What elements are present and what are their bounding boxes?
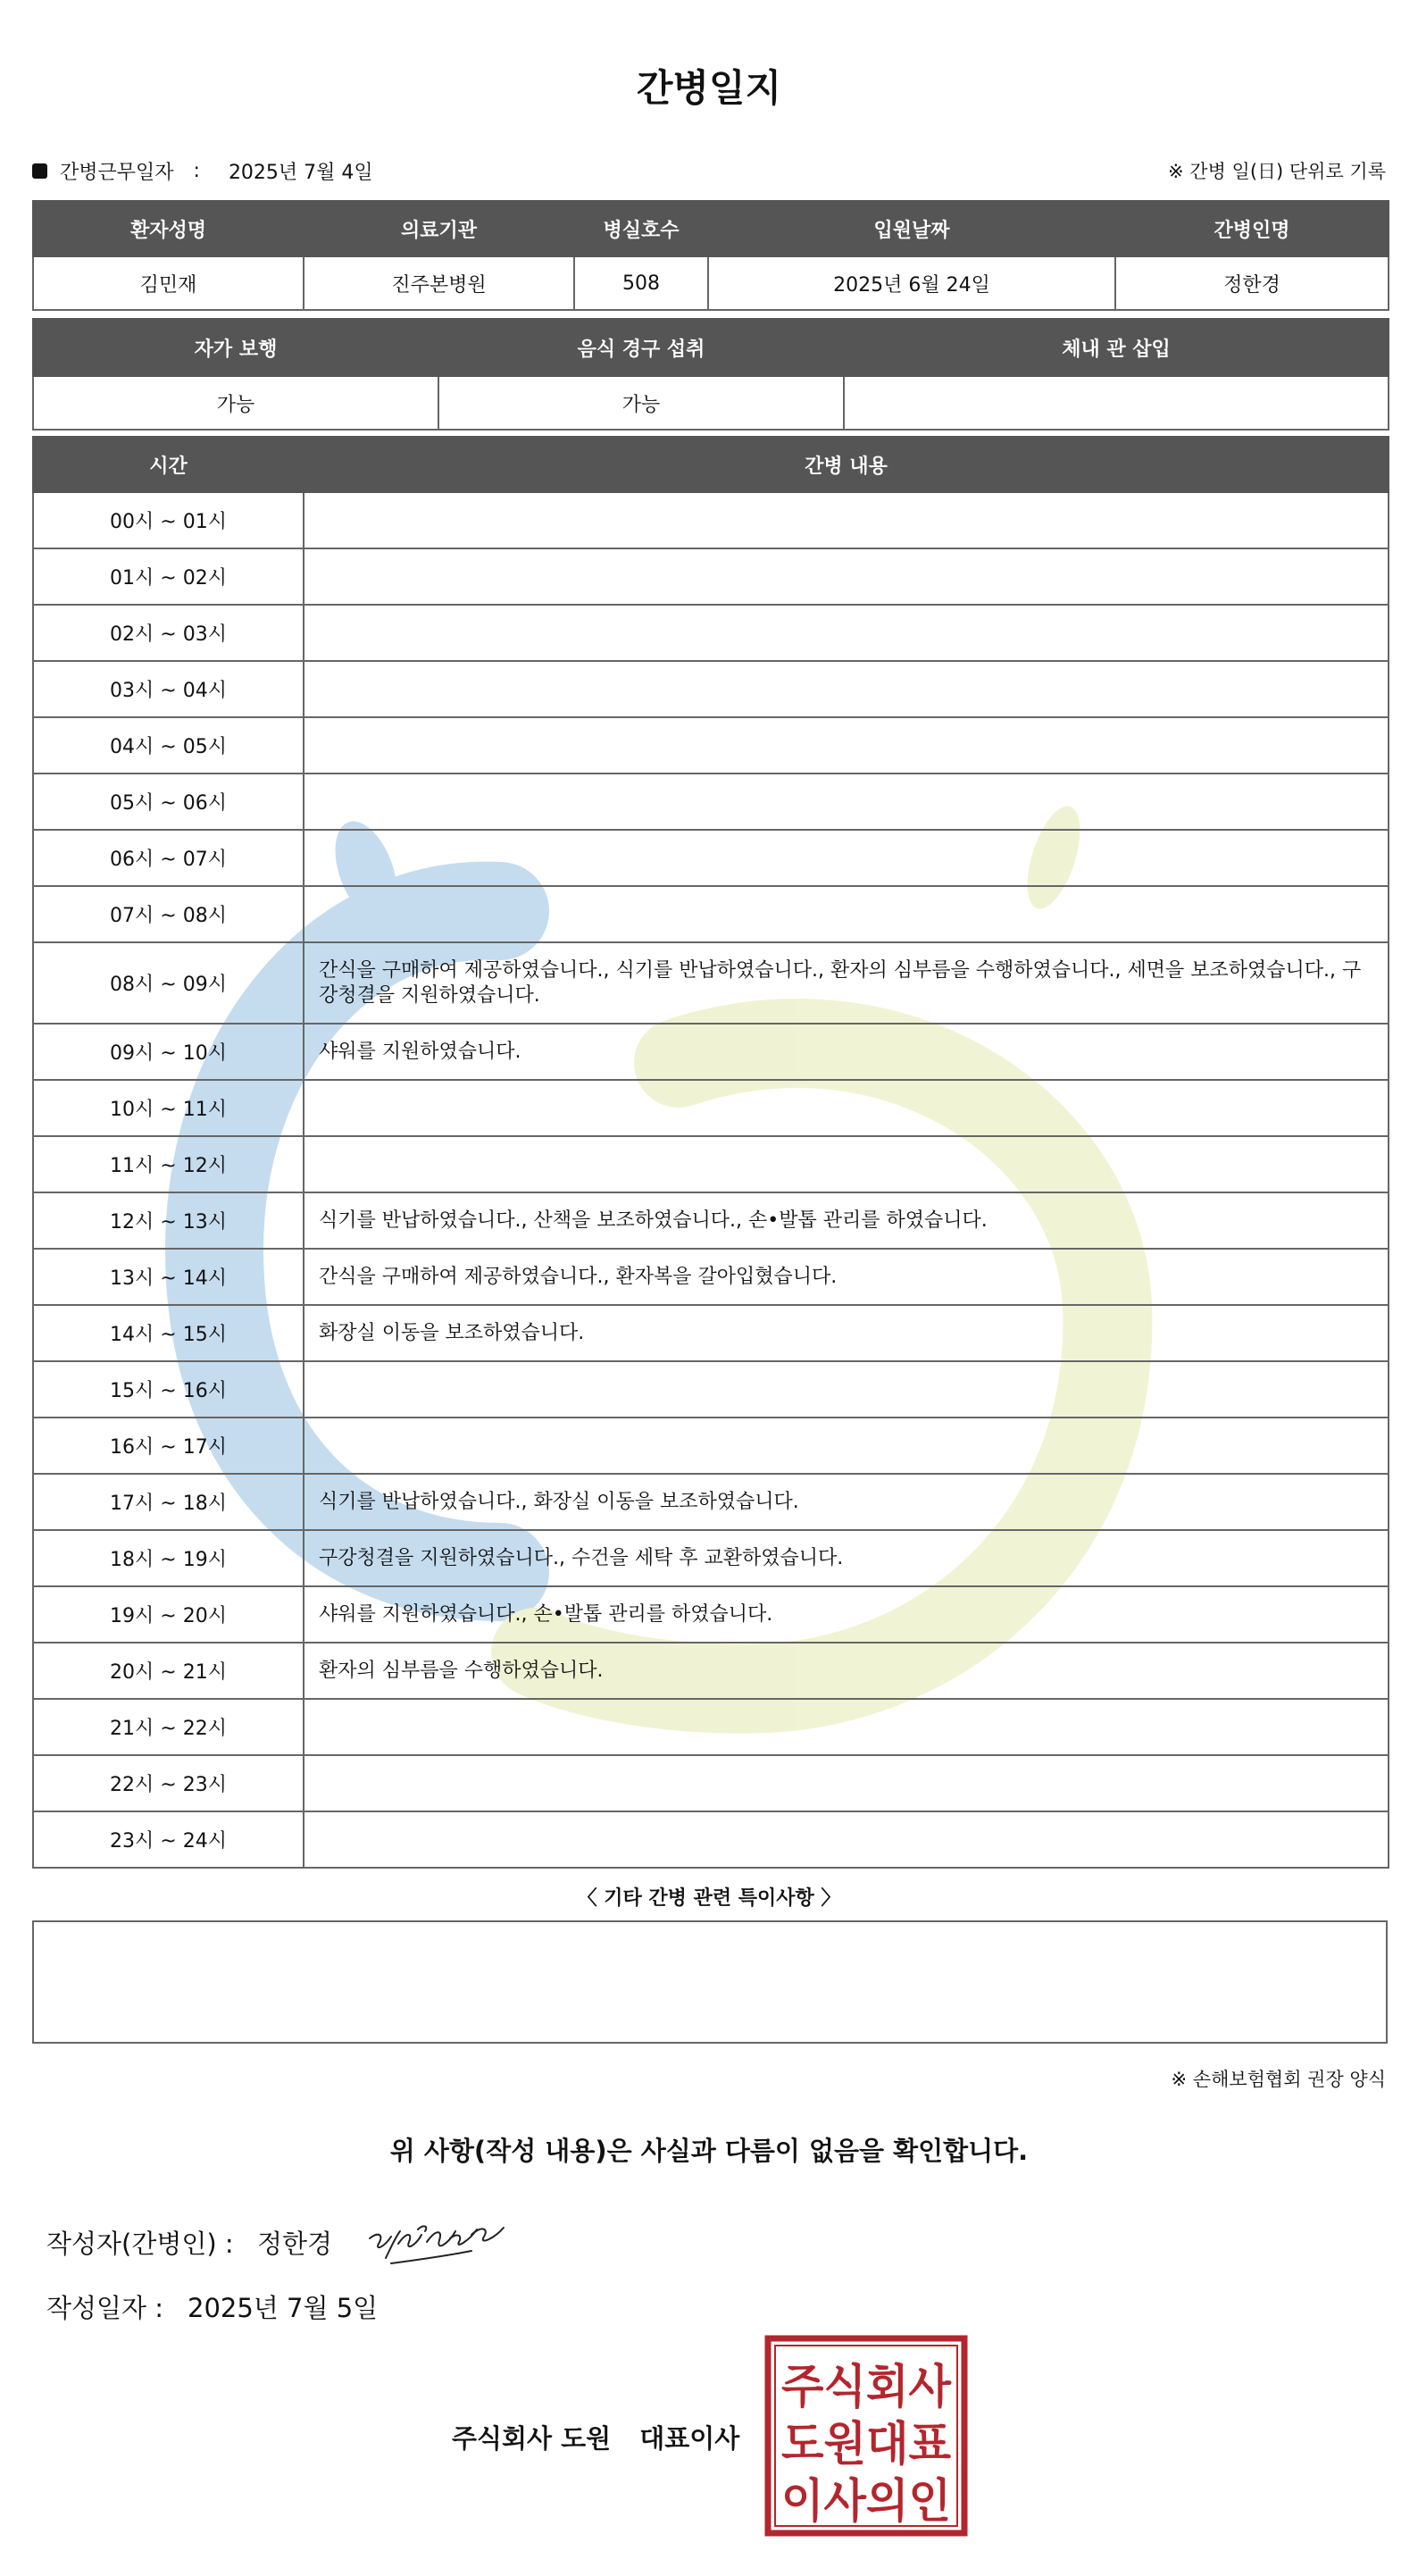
time-cell: 17시 ~ 18시 (33, 1474, 304, 1530)
table-row (33, 661, 1389, 717)
time-cell: 18시 ~ 19시 (33, 1530, 304, 1586)
ceo-title: 대표이사 (639, 2423, 740, 2454)
write-date-line (46, 2288, 378, 2325)
table-row (33, 830, 1389, 886)
header-tube-insertion: 체내 관 삽입 (844, 319, 1389, 376)
work-date-label: 간병근무일자 (60, 162, 174, 184)
write-date-value: 2025년 7월 5일 (188, 2293, 379, 2323)
svg-text:도원대표: 도원대표 (781, 2418, 951, 2471)
header-oral-intake: 음식 경구 섭취 (438, 319, 844, 376)
time-cell: 08시 ~ 09시 (33, 942, 304, 1024)
time-cell: 00시 ~ 01시 (33, 492, 304, 548)
work-date-value: 2025년 7월 4일 (228, 162, 373, 184)
content-cell: 식기를 반납하였습니다., 산책을 보조하였습니다., 손•발톱 관리를 하였습니다. (304, 1192, 1389, 1249)
header-caregiver: 간병인명 (1115, 201, 1389, 256)
caregiver-name: 정한경 (1115, 256, 1389, 310)
time-cell: 21시 ~ 22시 (33, 1699, 304, 1755)
company-name: 주식회사 도원 (452, 2423, 612, 2454)
writer-line (46, 2224, 332, 2261)
schedule-table (32, 436, 1389, 1869)
content-cell (304, 1136, 1389, 1192)
table-row (33, 1586, 1389, 1643)
content-cell (304, 661, 1389, 717)
content-cell: 환자의 심부름을 수행하였습니다. (304, 1643, 1389, 1699)
content-cell: 간식을 구매하여 제공하였습니다., 환자복을 갈아입혔습니다. (304, 1249, 1389, 1305)
content-cell (304, 1699, 1389, 1755)
time-cell: 02시 ~ 03시 (33, 605, 304, 661)
page-title: 간병일지 (636, 66, 782, 110)
record-note: ※ 간병 일(日) 단위로 기록 (1168, 161, 1386, 182)
content-cell (304, 1080, 1389, 1136)
writer-name: 정한경 (257, 2229, 333, 2259)
time-cell: 11시 ~ 12시 (33, 1136, 304, 1192)
oral-intake-value: 가능 (438, 376, 844, 430)
content-cell: 샤워를 지원하였습니다. (304, 1024, 1389, 1080)
work-date (32, 157, 373, 185)
content-cell: 샤워를 지원하였습니다., 손•발톱 관리를 하였습니다. (304, 1586, 1389, 1643)
table-row (33, 1024, 1389, 1080)
time-cell: 10시 ~ 11시 (33, 1080, 304, 1136)
content-cell: 식기를 반납하였습니다., 화장실 이동을 보조하였습니다. (304, 1474, 1389, 1530)
table-row (33, 492, 1389, 548)
content-cell (304, 717, 1389, 774)
handwritten-signature (364, 2212, 507, 2274)
room-number: 508 (574, 256, 708, 310)
work-date-separator: : (193, 160, 200, 182)
company-line (452, 2419, 739, 2455)
writer-label: 작성자(간병인) : (46, 2229, 234, 2259)
table-row (33, 1249, 1389, 1305)
admit-date: 2025년 6월 24일 (708, 256, 1115, 310)
header-self-walking: 자가 보행 (33, 319, 438, 376)
header-care-content: 간병 내용 (304, 437, 1389, 492)
self-walking-value: 가능 (33, 376, 438, 430)
content-cell (304, 605, 1389, 661)
time-cell: 20시 ~ 21시 (33, 1643, 304, 1699)
table-row (33, 1699, 1389, 1755)
header-time: 시간 (33, 437, 304, 492)
content-cell: 화장실 이동을 보조하였습니다. (304, 1305, 1389, 1361)
table-row (33, 1474, 1389, 1530)
confirmation-statement: 위 사항(작성 내용)은 사실과 다름이 없음을 확인합니다. (389, 2136, 1029, 2166)
content-cell (304, 1418, 1389, 1474)
table-row (33, 774, 1389, 830)
table-row (33, 1305, 1389, 1361)
table-row (33, 1418, 1389, 1474)
time-cell: 03시 ~ 04시 (33, 661, 304, 717)
time-cell: 06시 ~ 07시 (33, 830, 304, 886)
time-cell: 07시 ~ 08시 (33, 886, 304, 942)
special-notes-box (32, 1920, 1388, 2044)
time-cell: 12시 ~ 13시 (33, 1192, 304, 1249)
table-row (33, 1755, 1389, 1811)
header-admit-date: 입원날짜 (708, 201, 1115, 256)
content-cell (304, 774, 1389, 830)
content-cell (304, 1361, 1389, 1418)
content-cell: 간식을 구매하여 제공하였습니다., 식기를 반납하였습니다., 환자의 심부름을 수행하였습니다., 세면을 보조하였습니다., 구강청결을 지원하였습니다. (304, 942, 1389, 1024)
table-row (33, 605, 1389, 661)
patient-status-table (32, 318, 1389, 431)
content-cell (304, 1811, 1389, 1868)
header-room: 병실호수 (574, 201, 708, 256)
table-row (33, 1192, 1389, 1249)
time-cell: 15시 ~ 16시 (33, 1361, 304, 1418)
svg-text:이사의인: 이사의인 (781, 2475, 951, 2529)
time-cell: 09시 ~ 10시 (33, 1024, 304, 1080)
table-row (33, 1530, 1389, 1586)
time-cell: 13시 ~ 14시 (33, 1249, 304, 1305)
header-institution: 의료기관 (304, 201, 574, 256)
time-cell: 16시 ~ 17시 (33, 1418, 304, 1474)
bullet-square-icon (32, 163, 47, 179)
table-row (33, 717, 1389, 774)
company-seal-stamp (764, 2335, 968, 2537)
table-row (33, 1080, 1389, 1136)
table-row (33, 886, 1389, 942)
special-notes-title: 〈 기타 간병 관련 특이사항 〉 (577, 1887, 841, 1910)
table-row (33, 1361, 1389, 1418)
patient-info-table (32, 200, 1389, 311)
time-cell: 01시 ~ 02시 (33, 548, 304, 605)
content-cell (304, 492, 1389, 548)
content-cell (304, 830, 1389, 886)
time-cell: 05시 ~ 06시 (33, 774, 304, 830)
content-cell (304, 1755, 1389, 1811)
patient-name: 김민재 (33, 256, 304, 310)
write-date-label: 작성일자 : (46, 2293, 164, 2323)
svg-text:주식회사: 주식회사 (781, 2361, 952, 2414)
tube-insertion-value (844, 376, 1389, 430)
time-cell: 19시 ~ 20시 (33, 1586, 304, 1643)
time-cell: 23시 ~ 24시 (33, 1811, 304, 1868)
time-cell: 14시 ~ 15시 (33, 1305, 304, 1361)
table-row (33, 1811, 1389, 1868)
table-row (33, 548, 1389, 605)
time-cell: 22시 ~ 23시 (33, 1755, 304, 1811)
institution: 진주본병원 (304, 256, 574, 310)
table-row (33, 1643, 1389, 1699)
time-cell: 04시 ~ 05시 (33, 717, 304, 774)
form-source-note: ※ 손해보험협회 권장 양식 (1171, 2069, 1386, 2090)
table-row (33, 1136, 1389, 1192)
table-row (33, 942, 1389, 1024)
content-cell (304, 886, 1389, 942)
content-cell (304, 548, 1389, 605)
content-cell: 구강청결을 지원하였습니다., 수건을 세탁 후 교환하였습니다. (304, 1530, 1389, 1586)
header-patient-name: 환자성명 (33, 201, 304, 256)
